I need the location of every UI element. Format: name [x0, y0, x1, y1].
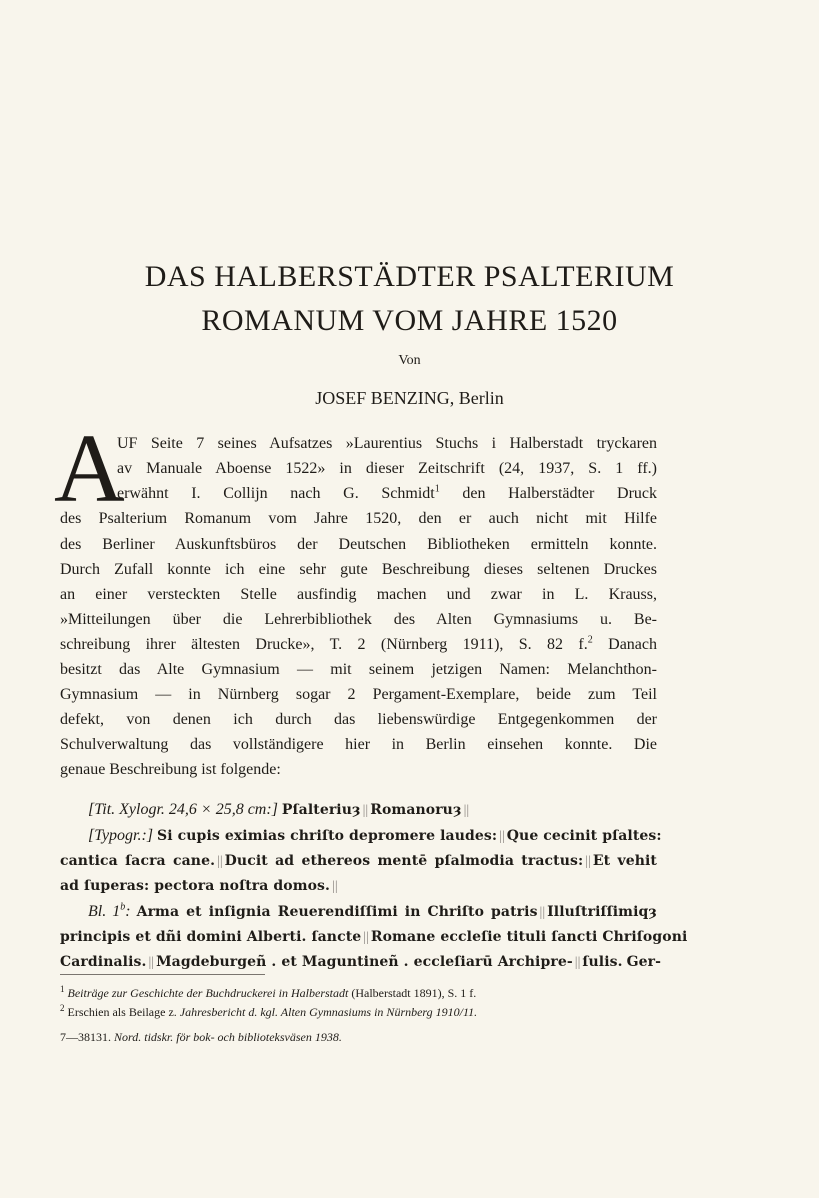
article-title-line-2: ROMANUM VOM JAHRE 1520 — [201, 304, 618, 337]
drop-cap: A — [54, 415, 125, 523]
body-line: av Manuale Aboense 1522» in dieser Zeitschrift (24, 1937, S. 1 ff.) — [117, 460, 657, 477]
body-line: genaue Beschreibung ist folgende: — [60, 761, 281, 778]
body-line: »Mitteilungen über die Lehrerbibliothek des Alten Gymnasiums u. Be- — [60, 611, 657, 628]
body-line: an einer versteckten Stelle ausfindig machen und zwar in L. Krauss, — [60, 586, 657, 603]
body-line: des Berliner Auskunftsbüros der Deutschen Bibliotheken ermitteln konnte. — [60, 536, 657, 553]
bib-title-line: [Tit. Xylogr. 24,6 × 25,8 cm:] Pſalteriuȝ || Romanoruȝ || — [88, 801, 470, 818]
footnote-ref-1: 1 — [434, 483, 440, 495]
footer-journal: Nord. tidskr. för bok- och biblioteksväsen 1938. — [114, 1030, 342, 1044]
body-line: besitzt das Alte Gymnasium — mit seinem jetzigen Namen: Melanchthon- — [60, 661, 657, 678]
author: JOSEF BENZING, Berlin — [315, 388, 504, 408]
bib-line: principis et dñi domini Alberti. ſancte || Romane eccleſie tituli ſancti Chriſogoni — [60, 929, 688, 945]
body-line: Gymnasium — in Nürnberg sogar 2 Pergament-Exemplare, beide zum Teil — [60, 686, 657, 703]
footnote-ref-2: 2 — [587, 634, 593, 646]
bib-line: Cardinalis. || Magdeburgeñ . et Maguntineñ . eccleſiarū Archipre- || ſulis. Ger- — [60, 954, 662, 970]
body-line: erwähnt I. Collijn nach G. Schmidt$^1$ den Halberstädter Druck — [117, 483, 658, 502]
bib-leaf-line: Bl. 1$^b$: Arma et inſignia Reuerendiſſimi in Chriſto patris || Illuſtriſſimiqȝ — [88, 901, 657, 920]
page-footer — [60, 1030, 342, 1045]
body-line: schreibung ihrer ältesten Drucke», T. 2 (Nürnberg 1911), S. 82 f.$^2$ Danach — [60, 634, 658, 653]
footnote-divider — [60, 974, 265, 975]
footnote-1: $^1$ Beiträge zur Geschichte der Buchdruckerei in Halberstadt (Halberstadt 1891), S. 1 f. — [60, 984, 477, 1000]
byline: Von — [398, 353, 421, 368]
footer-code: 7—38131. — [60, 1030, 111, 1044]
bib-typography-line: [Typogr.:] Si cupis eximias chriſto depromere laudes: || Que cecinit pſaltes: — [88, 827, 662, 844]
body-line: des Psalterium Romanum vom Jahre 1520, den er auch nicht mit Hilfe — [60, 510, 657, 527]
bib-line: cantica ſacra cane. || Ducit ad ethereos mentē pſalmodia tractus: || Et vehit — [60, 853, 657, 869]
body-line: Durch Zufall konnte ich eine sehr gute Beschreibung dieses seltenen Druckes — [60, 561, 657, 578]
article-title-line-1: DAS HALBERSTÄDTER PSALTERIUM — [144, 260, 675, 293]
bib-leaf-label: Bl. 1$^b$: — [88, 901, 131, 920]
bib-title-label: [Tit. Xylogr. 24,6 × 25,8 cm:] — [88, 801, 278, 818]
body-line: defekt, von denen ich durch das liebenswürdige Entgegenkommen der — [60, 711, 657, 728]
bib-line: ad ſuperas: pectora noſtra domos. || — [60, 878, 338, 894]
body-line: Schulverwaltung das vollständigere hier in Berlin einsehen konnte. Die — [60, 736, 657, 753]
footnote-2: $^2$ Erschien als Beilage z. Jahresbericht d. kgl. Alten Gymnasiums in Nürnberg 1910/11. — [60, 1003, 478, 1019]
bib-typography-label: [Typogr.:] — [88, 827, 154, 844]
body-line: UF Seite 7 seines Aufsatzes »Laurentius Stuchs i Halberstadt tryckaren — [117, 435, 657, 452]
